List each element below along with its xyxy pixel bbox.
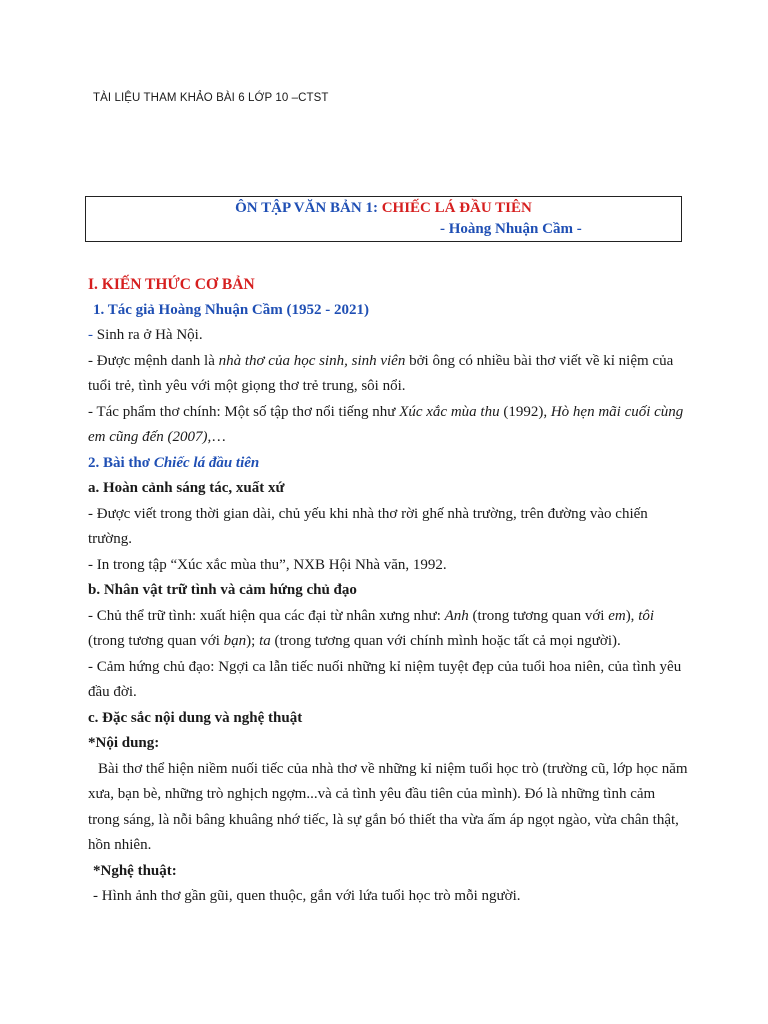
title-prefix: ÔN TẬP VĂN BẢN 1: bbox=[235, 200, 378, 216]
context-heading: a. Hoàn cảnh sáng tác, xuất xứ bbox=[88, 480, 285, 496]
poem-heading: 2. Bài thơ Chiếc lá đầu tiên bbox=[88, 454, 260, 471]
poem-title: CHIẾC LÁ ĐẦU TIÊN bbox=[381, 200, 532, 216]
title-line bbox=[86, 200, 681, 217]
document-header-note: TÀI LIỆU THAM KHẢO BÀI 6 LỚP 10 –CTST bbox=[93, 92, 329, 104]
content-label: *Nội dung: bbox=[88, 735, 160, 751]
art-item-1: - Hình ảnh thơ gần gũi, quen thuộc, gắn với lứa tuổi học trò mỗi người. bbox=[93, 888, 521, 904]
features-heading: c. Đặc sắc nội dung và nghệ thuật bbox=[88, 709, 303, 726]
author-heading: 1. Tác giả Hoàng Nhuận Cầm (1952 - 2021) bbox=[93, 301, 369, 318]
lyric-subject: - Chủ thể trữ tình: xuất hiện qua các đại từ nhân xưng như: Anh (trong tương quan với em), tôi (trong tương quan với bạn); ta (trong tương quan với chính mình hoặc tất cả mọi người). bbox=[88, 607, 655, 649]
section-heading: I. KIẾN THỨC CƠ BẢN bbox=[88, 276, 255, 293]
author-works: - Tác phẩm thơ chính: Một số tập thơ nổi tiếng như Xúc xắc mùa thu (1992), Hò hẹn mãi cuối cùng em cũng đến (2007),… bbox=[88, 403, 684, 445]
author-called: - Được mệnh danh là nhà thơ của học sinh, sinh viên bởi ông có nhiều bài thơ viết về kỉ niệm của tuổi trẻ, tình yêu với một giọng thơ trẻ trung, sôi nổi. bbox=[88, 352, 674, 394]
author-line: - Hoàng Nhuận Cầm - bbox=[440, 221, 582, 237]
lyric-heading: b. Nhân vật trữ tình và cảm hứng chủ đạo bbox=[88, 582, 357, 598]
author-born: - Sinh ra ở Hà Nội. bbox=[88, 327, 203, 343]
context-item-1: - Được viết trong thời gian dài, chủ yếu khi nhà thơ rời ghế nhà trường, trên đường vào chiến trường. bbox=[88, 505, 648, 547]
title-box bbox=[85, 196, 682, 242]
art-label: *Nghệ thuật: bbox=[93, 862, 177, 879]
context-item-2: - In trong tập “Xúc xắc mùa thu”, NXB Hội Nhà văn, 1992. bbox=[88, 556, 447, 573]
content-text: Bài thơ thể hiện niềm nuối tiếc của nhà thơ về những kỉ niệm tuổi học trò (trường cũ, lớp học năm xưa, bạn bè, những trò nghịch ngợm...và cả tình yêu đầu tiên của mình). Đó là những tình cảm trong sáng, là nỗi bâng khuâng nhớ tiếc, là sự gắn bó thiết tha vừa ấm áp ngọt ngào, vừa chân thật, hồn nhiên. bbox=[88, 760, 688, 853]
document-body bbox=[88, 272, 688, 910]
lyric-inspiration: - Cảm hứng chủ đạo: Ngợi ca lẫn tiếc nuối những kỉ niệm tuyệt đẹp của tuổi hoa niên, của tình yêu đầu đời. bbox=[88, 658, 682, 700]
